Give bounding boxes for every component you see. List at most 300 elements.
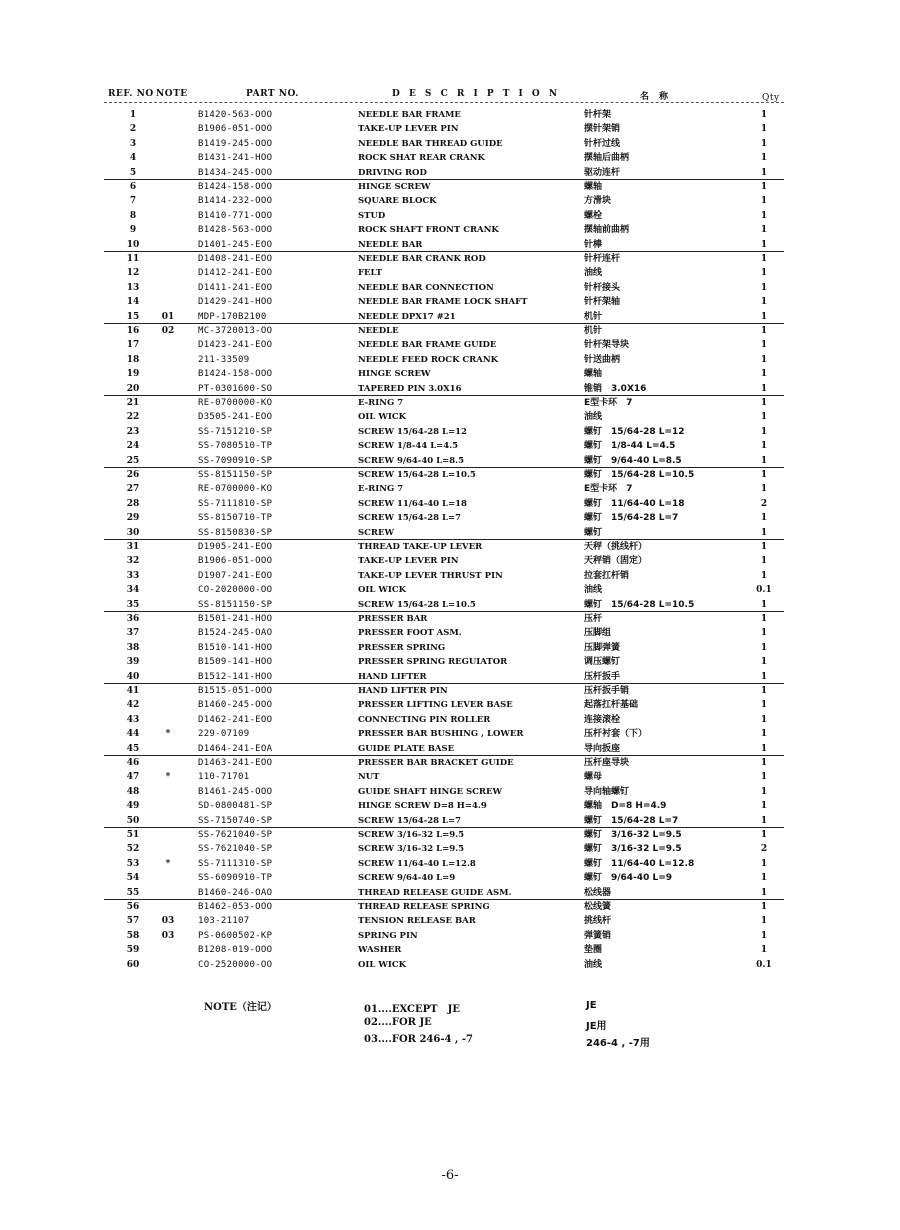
qty-cell: 1: [760, 412, 768, 423]
part-no-cell: 110-71701: [198, 772, 250, 783]
ref-no-cell: 4: [129, 153, 137, 164]
chinese-name-cell: 螺钉 11/64-40 L=12.8: [584, 858, 695, 869]
description-cell: SCREW 15/64-28 L=12: [358, 426, 467, 437]
description-cell: E-RING 7: [358, 484, 404, 495]
table-row: [0, 468, 900, 482]
part-no-cell: B1501-241-HOO: [198, 614, 273, 624]
qty-cell: 1: [760, 570, 768, 581]
qty-cell: 2: [760, 844, 768, 855]
chinese-name-cell: 导向轴螺钉: [584, 786, 630, 797]
chinese-name-cell: 弹簧销: [584, 930, 612, 941]
ref-no-cell: 24: [126, 441, 140, 452]
description-cell: NEEDLE DPX17 #21: [358, 311, 456, 322]
table-row: [0, 698, 900, 712]
chinese-name-cell: 螺钉 9/64-40 L=8.5: [584, 455, 682, 466]
qty-cell: 1: [760, 714, 768, 725]
description-cell: STUD: [358, 210, 386, 221]
chinese-name-cell: 油线: [584, 412, 603, 423]
description-cell: SCREW 9/64-40 L=8.5: [358, 455, 465, 466]
part-no-cell: B1906-051-OOO: [198, 124, 273, 135]
part-no-cell: SS-8151150-SP: [198, 599, 273, 610]
qty-cell: 1: [760, 138, 768, 149]
ref-no-cell: 45: [126, 743, 140, 754]
table-row: [0, 929, 900, 943]
table-row: [0, 367, 900, 381]
ref-no-cell: 47: [126, 772, 140, 783]
description-cell: GUIDE PLATE BASE: [358, 743, 455, 754]
qty-cell: 1: [760, 945, 768, 956]
table-row: [0, 727, 900, 741]
description-cell: SQUARE BLOCK: [358, 196, 437, 207]
note-item-cn: JE: [586, 1000, 597, 1011]
part-no-cell: D1905-241-EOO: [198, 542, 273, 552]
header-divider: [104, 102, 784, 103]
ref-no-cell: 57: [126, 916, 140, 927]
ref-no-cell: 42: [126, 700, 140, 711]
chinese-name-cell: 机针: [584, 311, 603, 322]
chinese-name-cell: 针杆过线: [584, 138, 621, 149]
page-number: -6-: [441, 1168, 459, 1183]
qty-cell: 1: [760, 642, 768, 653]
ref-no-cell: 46: [126, 758, 140, 768]
notes-label: NOTE（注记）: [204, 1002, 277, 1013]
ref-no-cell: 3: [129, 138, 137, 149]
part-no-cell: B1424-158-OOO: [198, 369, 273, 380]
chinese-name-cell: 螺钉 15/64-28 L=7: [584, 513, 679, 524]
ref-no-cell: 33: [126, 570, 140, 581]
chinese-name-cell: 摆轴前曲柄: [584, 225, 630, 236]
table-row: [0, 497, 900, 511]
chinese-name-cell: 螺钉 1/8-44 L=4.5: [584, 441, 676, 452]
ref-no-cell: 9: [129, 225, 137, 236]
part-no-cell: MC-3720013-OO: [198, 326, 273, 336]
ref-no-cell: 18: [126, 354, 140, 365]
table-row: [0, 382, 900, 396]
description-cell: NEEDLE BAR CONNECTION: [358, 282, 494, 293]
qty-cell: 1: [760, 614, 768, 624]
qty-cell: 1: [760, 455, 768, 466]
description-cell: GUIDE SHAFT HINGE SCREW: [358, 786, 503, 797]
header-description: D E S C R I P T I O N: [392, 89, 561, 99]
description-cell: THREAD RELEASE SPRING: [358, 902, 490, 912]
part-no-cell: D3505-241-EOO: [198, 412, 273, 423]
table-row: [0, 655, 900, 669]
ref-no-cell: 40: [126, 671, 140, 682]
ref-no-cell: 12: [126, 268, 140, 279]
chinese-name-cell: 针杆连杆: [584, 254, 621, 264]
ref-no-cell: 39: [126, 657, 140, 668]
chinese-name-cell: 拉套扛杆销: [584, 570, 630, 581]
note-cell: *: [165, 729, 171, 740]
chinese-name-cell: 螺钉 11/64-40 L=18: [584, 498, 685, 509]
table-row: [0, 554, 900, 568]
description-cell: OIL WICK: [358, 585, 406, 596]
description-cell: TAKE-UP LEVER THRUST PIN: [358, 570, 503, 581]
table-row: [0, 958, 900, 972]
header-ref-no: REF. NO: [108, 89, 154, 99]
qty-cell: 1: [760, 297, 768, 308]
chinese-name-cell: 螺钉 15/64-28 L=10.5: [584, 599, 695, 610]
table-row: [0, 828, 900, 842]
description-cell: SCREW 9/64-40 L=9: [358, 873, 456, 884]
table-row: [0, 540, 900, 554]
table-row: [0, 684, 900, 698]
qty-cell: 0.1: [756, 959, 772, 970]
table-row: [0, 612, 900, 626]
part-no-cell: D1401-245-EOO: [198, 239, 273, 250]
table-row: [0, 842, 900, 856]
description-cell: NEEDLE: [358, 326, 399, 336]
ref-no-cell: 34: [126, 585, 140, 596]
part-no-cell: B1906-051-OOO: [198, 556, 273, 567]
table-row: [0, 338, 900, 352]
description-cell: TAKE-UP LEVER PIN: [358, 556, 459, 567]
note-cell: *: [165, 772, 171, 783]
ref-no-cell: 6: [129, 182, 137, 192]
table-row: [0, 799, 900, 813]
chinese-name-cell: 压杆扳手销: [584, 686, 630, 696]
description-cell: SCREW 15/64-28 L=10.5: [358, 599, 476, 610]
qty-cell: 1: [760, 182, 768, 192]
part-no-cell: B1410-771-OOO: [198, 210, 273, 221]
qty-cell: 1: [760, 110, 768, 120]
qty-cell: 1: [760, 441, 768, 452]
chinese-name-cell: 螺轴: [584, 369, 603, 380]
table-row: [0, 626, 900, 640]
ref-no-cell: 5: [129, 167, 137, 178]
qty-cell: 1: [760, 801, 768, 812]
part-no-cell: D1408-241-EOO: [198, 254, 273, 264]
description-cell: SCREW 15/64-28 L=7: [358, 815, 462, 826]
table-row: [0, 943, 900, 957]
chinese-name-cell: 压杆: [584, 614, 603, 624]
description-cell: SPRING PIN: [358, 930, 418, 941]
chinese-name-cell: 螺钉: [584, 527, 603, 538]
ref-no-cell: 54: [126, 873, 140, 884]
table-row: [0, 900, 900, 914]
note-item-code: 01....EXCEPT JE: [364, 1004, 460, 1015]
chinese-name-cell: 螺钉 15/64-28 L=12: [584, 426, 685, 437]
qty-cell: 1: [760, 383, 768, 394]
table-row: [0, 439, 900, 453]
table-row: [0, 238, 900, 252]
part-no-cell: SD-0800481-SP: [198, 801, 273, 812]
ref-no-cell: 22: [126, 412, 140, 423]
qty-cell: 1: [760, 268, 768, 279]
chinese-name-cell: E型卡环 7: [584, 484, 633, 495]
part-no-cell: D1423-241-EOO: [198, 340, 273, 351]
table-row: [0, 151, 900, 165]
ref-no-cell: 26: [126, 470, 140, 480]
qty-cell: 1: [760, 786, 768, 797]
qty-cell: 1: [760, 930, 768, 941]
table-row: [0, 209, 900, 223]
ref-no-cell: 31: [126, 542, 140, 552]
note-cell: 03: [161, 916, 175, 927]
part-no-cell: SS-8150830-SP: [198, 527, 273, 538]
note-item-cn: 246-4 , -7用: [586, 1038, 650, 1049]
note-cell: *: [165, 858, 171, 869]
part-no-cell: B1509-141-HOO: [198, 657, 273, 668]
part-no-cell: RE-0700000-KO: [198, 398, 273, 408]
part-no-cell: PS-0600502-KP: [198, 930, 273, 941]
part-no-cell: B1510-141-HOO: [198, 642, 273, 653]
description-cell: NEEDLE BAR CRANK ROD: [358, 254, 486, 264]
chinese-name-cell: 油线: [584, 959, 603, 970]
description-cell: SCREW 15/64-28 L=7: [358, 513, 462, 524]
qty-cell: 1: [760, 311, 768, 322]
part-no-cell: CO-2020000-OO: [198, 585, 273, 596]
header-part-no: PART NO.: [246, 89, 299, 99]
part-no-cell: D1463-241-EOO: [198, 758, 273, 768]
chinese-name-cell: 垫圈: [584, 945, 603, 956]
description-cell: HINGE SCREW: [358, 369, 431, 380]
description-cell: SCREW 3/16-32 L=9.5: [358, 844, 465, 855]
part-no-cell: B1428-563-OOO: [198, 225, 273, 236]
table-row: [0, 670, 900, 684]
description-cell: NEEDLE BAR: [358, 239, 423, 250]
part-no-cell: SS-7151210-SP: [198, 426, 273, 437]
part-no-cell: 211-33509: [198, 354, 250, 365]
description-cell: ROCK SHAT REAR CRANK: [358, 153, 485, 164]
ref-no-cell: 29: [126, 513, 140, 524]
part-no-cell: B1208-019-OOO: [198, 945, 273, 956]
part-no-cell: B1460-245-OOO: [198, 700, 273, 711]
ref-no-cell: 53: [126, 858, 140, 869]
table-row: [0, 295, 900, 309]
note-item-code: 03....FOR 246-4 , -7: [364, 1034, 473, 1045]
part-no-cell: D1429-241-HOO: [198, 297, 273, 308]
qty-cell: 1: [760, 686, 768, 696]
part-no-cell: 229-07109: [198, 729, 250, 740]
ref-no-cell: 21: [126, 398, 140, 408]
ref-no-cell: 43: [126, 714, 140, 725]
table-row: [0, 223, 900, 237]
qty-cell: 1: [760, 354, 768, 365]
chinese-name-cell: 锥销 3.0X16: [584, 383, 647, 394]
qty-cell: 2: [760, 498, 768, 509]
table-row: [0, 857, 900, 871]
ref-no-cell: 55: [126, 887, 140, 898]
table-row: [0, 713, 900, 727]
ref-no-cell: 35: [126, 599, 140, 610]
chinese-name-cell: 螺轴 D=8 H=4.9: [584, 801, 667, 812]
qty-cell: 1: [760, 513, 768, 524]
qty-cell: 1: [760, 398, 768, 408]
part-no-cell: B1419-245-OOO: [198, 138, 273, 149]
part-no-cell: B1460-246-OAO: [198, 887, 273, 898]
chinese-name-cell: 针棒: [584, 239, 603, 250]
ref-no-cell: 37: [126, 628, 140, 639]
ref-no-cell: 30: [126, 527, 140, 538]
part-no-cell: B1414-232-OOO: [198, 196, 273, 207]
qty-cell: 1: [760, 902, 768, 912]
chinese-name-cell: 方滑块: [584, 196, 612, 207]
description-cell: HAND LIFTER: [358, 671, 427, 682]
qty-cell: 1: [760, 196, 768, 207]
part-no-cell: SS-7080510-TP: [198, 441, 273, 452]
table-row: [0, 410, 900, 424]
table-row: [0, 266, 900, 280]
description-cell: NUT: [358, 772, 380, 783]
table-row: [0, 641, 900, 655]
qty-cell: 1: [760, 743, 768, 754]
ref-no-cell: 1: [129, 110, 137, 120]
description-cell: SCREW 11/64-40 L=12.8: [358, 858, 476, 869]
part-no-cell: B1431-241-HOO: [198, 153, 273, 164]
chinese-name-cell: 螺轴: [584, 182, 603, 192]
qty-cell: 1: [760, 815, 768, 826]
qty-cell: 1: [760, 858, 768, 869]
qty-cell: 1: [760, 556, 768, 567]
part-no-cell: B1461-245-OOO: [198, 786, 273, 797]
table-row: [0, 569, 900, 583]
chinese-name-cell: 天秤（挑线杆）: [584, 542, 648, 552]
chinese-name-cell: 导向扳座: [584, 743, 621, 754]
ref-no-cell: 11: [126, 254, 140, 264]
chinese-name-cell: 松线器: [584, 887, 612, 898]
chinese-name-cell: 螺钉 15/64-28 L=7: [584, 815, 679, 826]
qty-cell: 1: [760, 340, 768, 351]
ref-no-cell: 8: [129, 210, 137, 221]
description-cell: PRESSER LIFTING LEVER BASE: [358, 700, 513, 711]
ref-no-cell: 7: [129, 196, 137, 207]
description-cell: THREAD RELEASE GUIDE ASM.: [358, 887, 512, 898]
table-row: [0, 425, 900, 439]
part-no-cell: B1512-141-HOO: [198, 671, 273, 682]
part-no-cell: SS-7150740-SP: [198, 815, 273, 826]
description-cell: PRESSER BAR BUSHING , LOWER: [358, 729, 524, 740]
qty-cell: 1: [760, 239, 768, 250]
table-row: [0, 814, 900, 828]
chinese-name-cell: 天秤销（固定）: [584, 556, 648, 567]
chinese-name-cell: 压脚组: [584, 628, 612, 639]
description-cell: SCREW: [358, 527, 394, 538]
chinese-name-cell: 松线簧: [584, 902, 612, 912]
description-cell: PRESSER BAR: [358, 614, 428, 624]
description-cell: DRIVING ROD: [358, 167, 427, 178]
chinese-name-cell: E型卡环 7: [584, 398, 633, 408]
chinese-name-cell: 摆轴后曲柄: [584, 153, 630, 164]
qty-cell: 1: [760, 153, 768, 164]
ref-no-cell: 56: [126, 902, 140, 912]
table-row: [0, 583, 900, 597]
table-row: [0, 526, 900, 540]
header-qty: Qty: [762, 93, 780, 103]
part-no-cell: SS-7111310-SP: [198, 858, 273, 869]
description-cell: TAKE-UP LEVER PIN: [358, 124, 459, 135]
table-row: [0, 886, 900, 900]
chinese-name-cell: 摆针架销: [584, 124, 621, 135]
ref-no-cell: 59: [126, 945, 140, 956]
chinese-name-cell: 螺栓: [584, 210, 603, 221]
qty-cell: 1: [760, 527, 768, 538]
chinese-name-cell: 调压螺钉: [584, 657, 621, 668]
header-chinese-name: 名 称: [640, 92, 669, 102]
table-row: [0, 194, 900, 208]
part-no-cell: PT-0301600-SO: [198, 383, 273, 394]
description-cell: THREAD TAKE-UP LEVER: [358, 542, 483, 552]
qty-cell: 1: [760, 700, 768, 711]
table-row: [0, 108, 900, 122]
description-cell: OIL WICK: [358, 959, 406, 970]
description-cell: HAND LIFTER PIN: [358, 686, 448, 696]
qty-cell: 1: [760, 484, 768, 495]
qty-cell: 1: [760, 282, 768, 293]
description-cell: NEEDLE BAR THREAD GUIDE: [358, 138, 503, 149]
table-row: [0, 785, 900, 799]
table-row: [0, 281, 900, 295]
part-no-cell: 103-21107: [198, 916, 250, 927]
ref-no-cell: 28: [126, 498, 140, 509]
description-cell: SCREW 3/16-32 L=9.5: [358, 830, 465, 840]
ref-no-cell: 23: [126, 426, 140, 437]
ref-no-cell: 38: [126, 642, 140, 653]
ref-no-cell: 44: [126, 729, 140, 740]
chinese-name-cell: 针杆架: [584, 110, 612, 120]
chinese-name-cell: 针杆接头: [584, 282, 621, 293]
note-item-cn: JE用: [586, 1021, 607, 1032]
note-item-code: 02....FOR JE: [364, 1017, 432, 1028]
part-no-cell: D1907-241-EOO: [198, 570, 273, 581]
note-cell: 01: [161, 311, 175, 322]
ref-no-cell: 19: [126, 369, 140, 380]
qty-cell: 1: [760, 369, 768, 380]
qty-cell: 1: [760, 657, 768, 668]
ref-no-cell: 49: [126, 801, 140, 812]
qty-cell: 1: [760, 599, 768, 610]
qty-cell: 1: [760, 542, 768, 552]
chinese-name-cell: 油线: [584, 268, 603, 279]
chinese-name-cell: 挑线杆: [584, 916, 612, 927]
table-row: [0, 122, 900, 136]
description-cell: ROCK SHAFT FRONT CRANK: [358, 225, 499, 236]
table-row: [0, 180, 900, 194]
ref-no-cell: 16: [126, 326, 140, 336]
table-row: [0, 598, 900, 612]
table-row: [0, 770, 900, 784]
qty-cell: 1: [760, 830, 768, 840]
description-cell: TAPERED PIN 3.0X16: [358, 383, 462, 394]
chinese-name-cell: 螺钉 9/64-40 L=9: [584, 873, 673, 884]
ref-no-cell: 50: [126, 815, 140, 826]
part-no-cell: D1412-241-EOO: [198, 268, 273, 279]
qty-cell: 1: [760, 873, 768, 884]
chinese-name-cell: 螺钉 15/64-28 L=10.5: [584, 470, 695, 480]
chinese-name-cell: 压杆衬套（下）: [584, 729, 648, 740]
chinese-name-cell: 连接滚栓: [584, 714, 621, 725]
part-no-cell: B1515-051-OOO: [198, 686, 273, 696]
table-row: [0, 454, 900, 468]
qty-cell: 1: [760, 887, 768, 898]
qty-cell: 1: [760, 225, 768, 236]
part-no-cell: B1462-053-OOO: [198, 902, 273, 912]
description-cell: SCREW 1/8-44 L=4.5: [358, 441, 459, 452]
description-cell: PRESSER FOOT ASM.: [358, 628, 462, 639]
ref-no-cell: 36: [126, 614, 140, 624]
header-note: NOTE: [156, 89, 188, 99]
table-row: [0, 324, 900, 338]
ref-no-cell: 41: [126, 686, 140, 696]
part-no-cell: SS-8150710-TP: [198, 513, 273, 524]
table-row: [0, 252, 900, 266]
chinese-name-cell: 螺钉 3/16-32 L=9.5: [584, 844, 682, 855]
chinese-name-cell: 螺母: [584, 772, 603, 783]
part-no-cell: SS-8151150-SP: [198, 470, 273, 480]
ref-no-cell: 20: [126, 383, 140, 394]
part-no-cell: MDP-170B2100: [198, 311, 267, 322]
qty-cell: 1: [760, 729, 768, 740]
